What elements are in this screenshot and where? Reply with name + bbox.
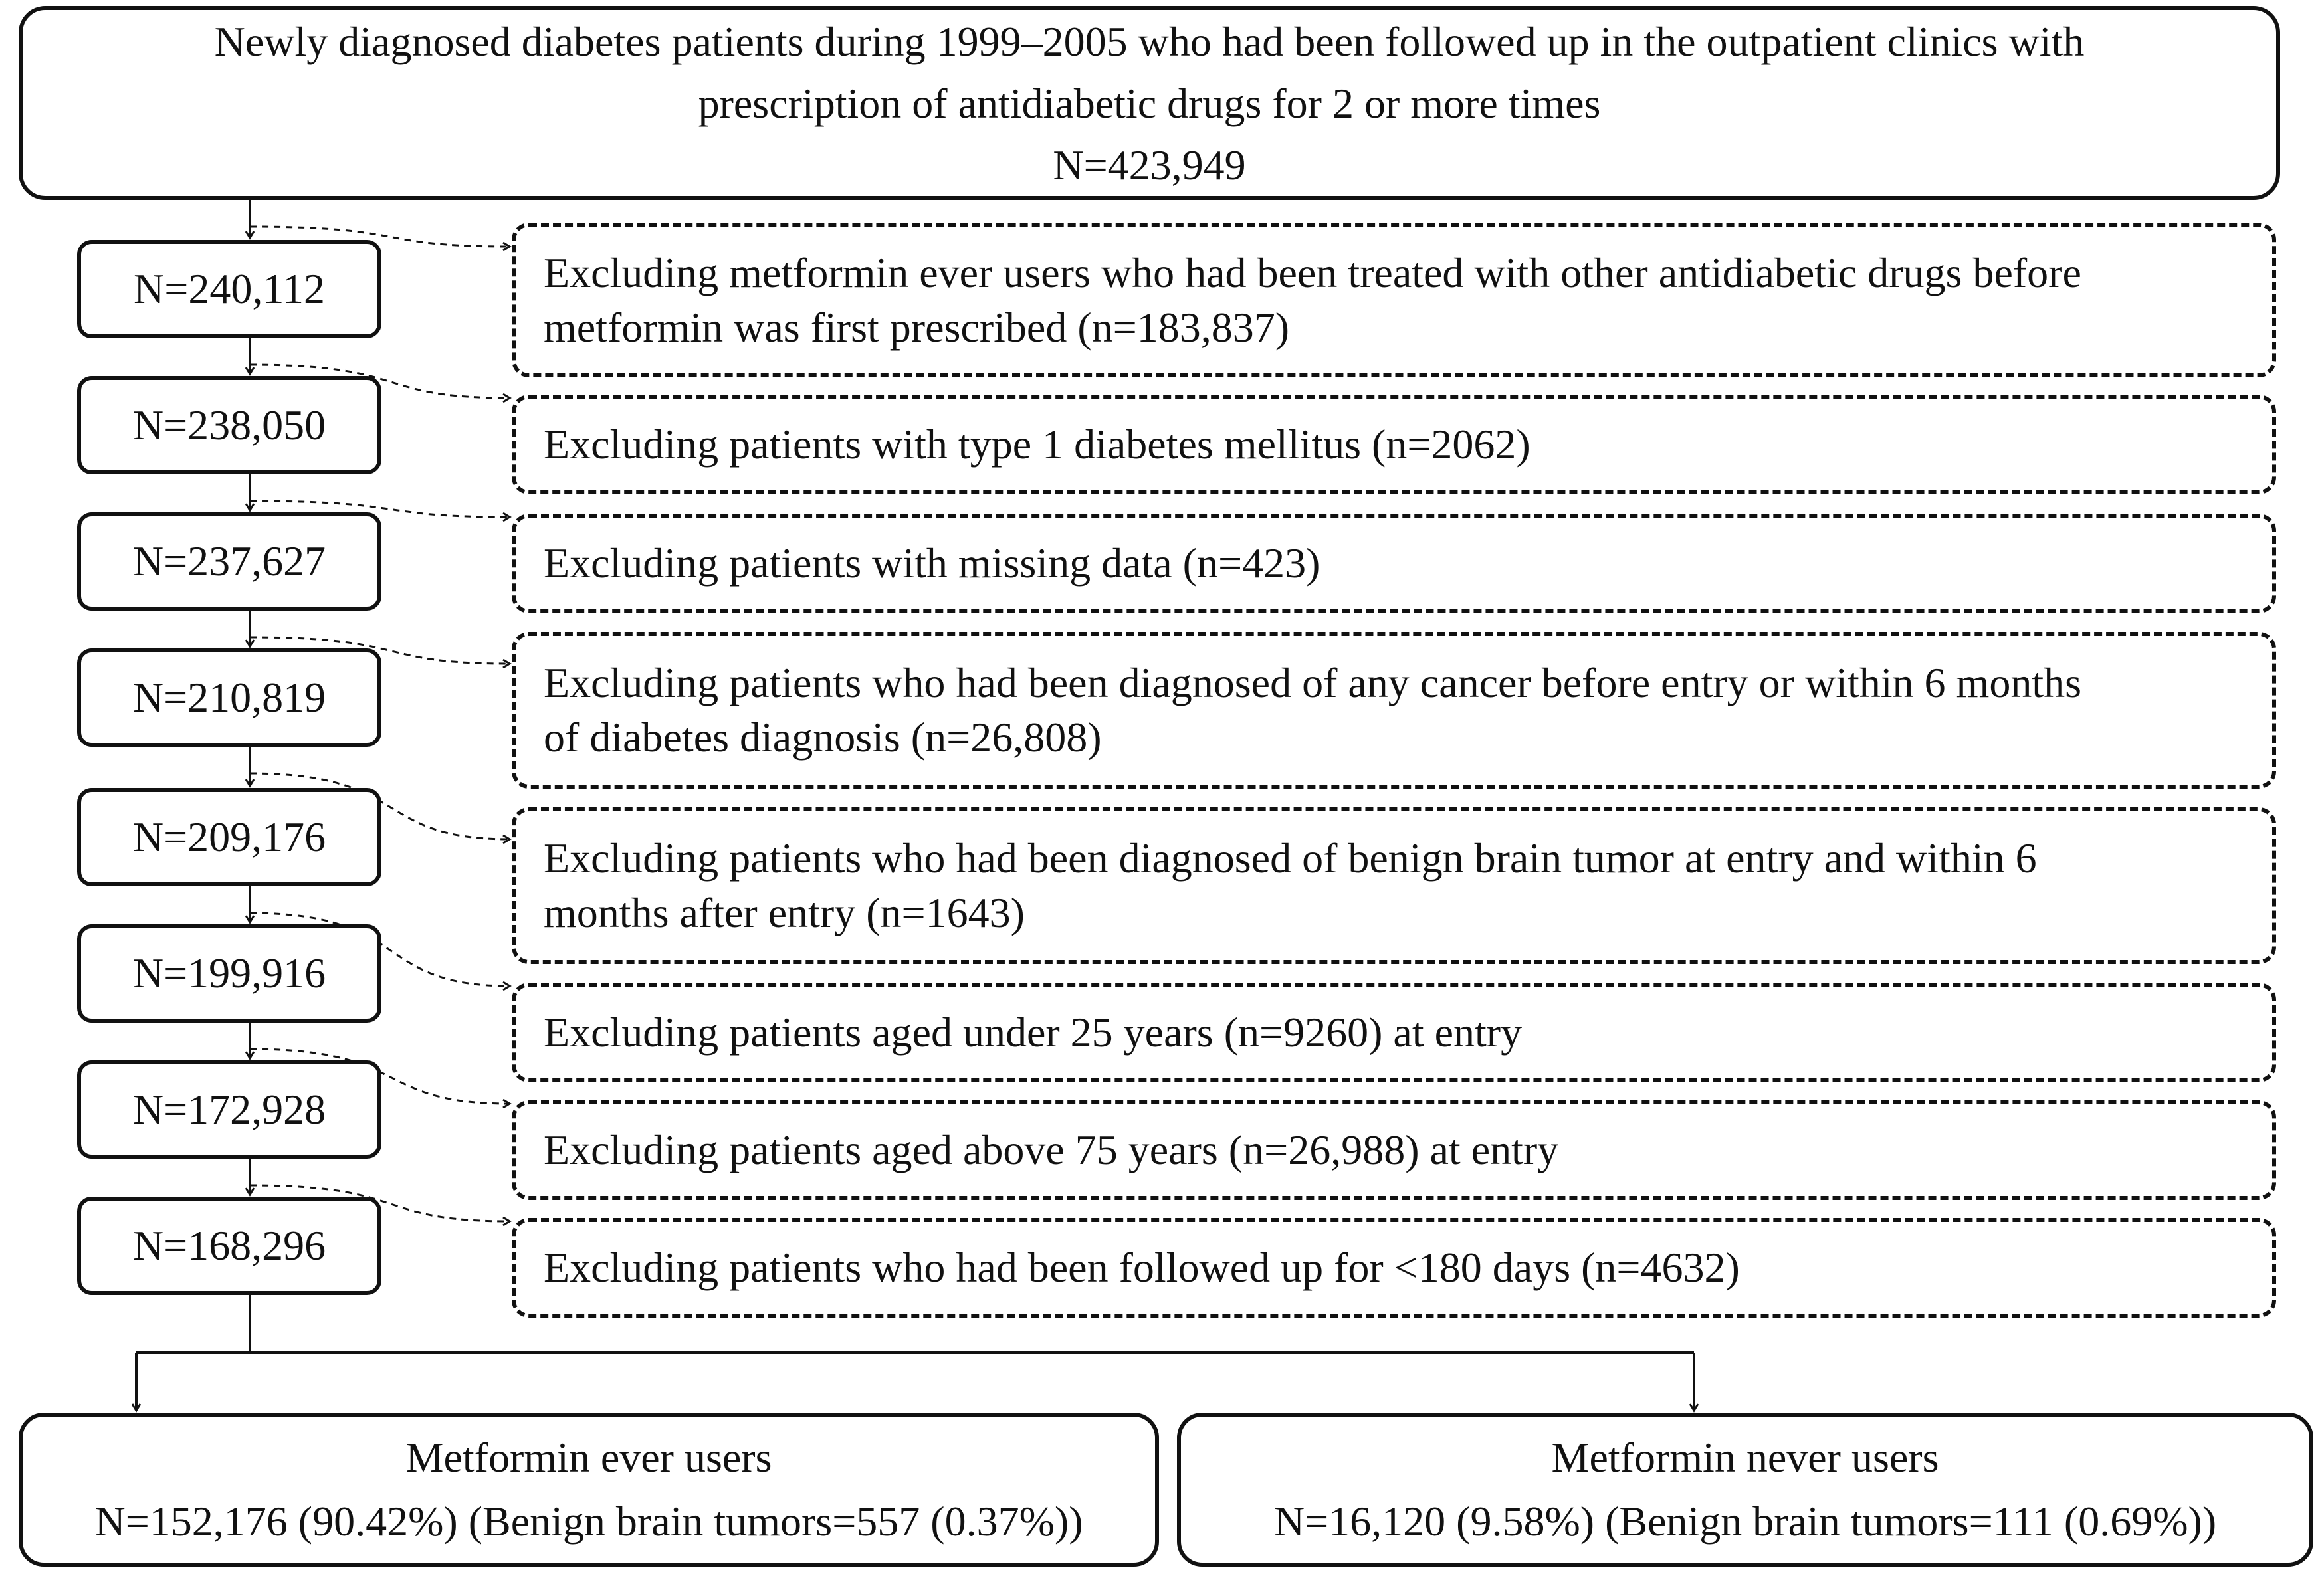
count-box-step-3 <box>77 512 381 611</box>
count-box-step-1 <box>77 240 381 338</box>
exclusion-box-1 <box>512 223 2276 377</box>
exclusion-box-8 <box>512 1218 2276 1318</box>
count-label: N=237,627 <box>132 538 326 585</box>
cohort-source-line-2: prescription of antidiabetic drugs for 2 or more times <box>698 79 1601 127</box>
exclusion-line: of diabetes diagnosis (n=26,808) <box>544 714 1102 761</box>
exclusion-line: Excluding patients who had been followed up for <180 days (n=4632) <box>544 1244 1740 1291</box>
metformin-ever-users-box <box>19 1413 1159 1567</box>
exclusion-line: Excluding patients who had been diagnosed of benign brain tumor at entry and within 6 <box>544 835 2037 882</box>
count-box-step-8 <box>77 1197 381 1295</box>
group-detail: N=152,176 (90.42%) (Benign brain tumors=557 (0.37%)) <box>94 1498 1083 1545</box>
count-box-step-6 <box>77 924 381 1023</box>
cohort-source-box <box>19 6 2280 200</box>
count-label: N=168,296 <box>132 1222 326 1269</box>
count-box-step-2 <box>77 376 381 474</box>
exclusion-box-4 <box>512 632 2276 789</box>
cohort-source-line-1: Newly diagnosed diabetes patients during 1999–2005 who had been followed up in the outpatient clinics with <box>214 17 2085 65</box>
exclusion-line: Excluding patients with type 1 diabetes mellitus (n=2062) <box>544 421 1531 468</box>
count-label: N=240,112 <box>134 265 325 312</box>
count-label: N=199,916 <box>132 949 326 997</box>
exclusion-box-7 <box>512 1100 2276 1200</box>
exclusion-line: Excluding metformin ever users who had been treated with other antidiabetic drugs before <box>544 248 2081 296</box>
count-label: N=172,928 <box>132 1086 326 1133</box>
cohort-source-count: N=423,949 <box>1053 141 1246 189</box>
metformin-never-users-box <box>1177 1413 2313 1567</box>
count-box-step-4 <box>77 648 381 747</box>
count-label: N=209,176 <box>132 813 326 860</box>
exclusion-box-3 <box>512 514 2276 613</box>
group-detail: N=16,120 (9.58%) (Benign brain tumors=111 (0.69%)) <box>1273 1498 2217 1545</box>
count-box-step-5 <box>77 788 381 886</box>
exclusion-box-6 <box>512 983 2276 1082</box>
exclusion-line: months after entry (n=1643) <box>544 889 1025 936</box>
exclusion-line: metformin was first prescribed (n=183,837) <box>544 303 1290 351</box>
exclusion-line: Excluding patients aged above 75 years (n=26,988) at entry <box>544 1126 1559 1173</box>
count-box-step-7 <box>77 1060 381 1159</box>
count-label: N=238,050 <box>132 401 326 448</box>
exclusion-line: Excluding patients with missing data (n=423) <box>544 540 1320 587</box>
exclusion-box-5 <box>512 807 2276 964</box>
exclusion-line: Excluding patients aged under 25 years (n=9260) at entry <box>544 1009 1523 1056</box>
group-title: Metformin never users <box>1551 1434 1939 1481</box>
group-title: Metformin ever users <box>405 1434 772 1481</box>
count-label: N=210,819 <box>132 674 326 721</box>
exclusion-box-2 <box>512 395 2276 494</box>
exclusion-line: Excluding patients who had been diagnosed of any cancer before entry or within 6 months <box>544 659 2081 706</box>
